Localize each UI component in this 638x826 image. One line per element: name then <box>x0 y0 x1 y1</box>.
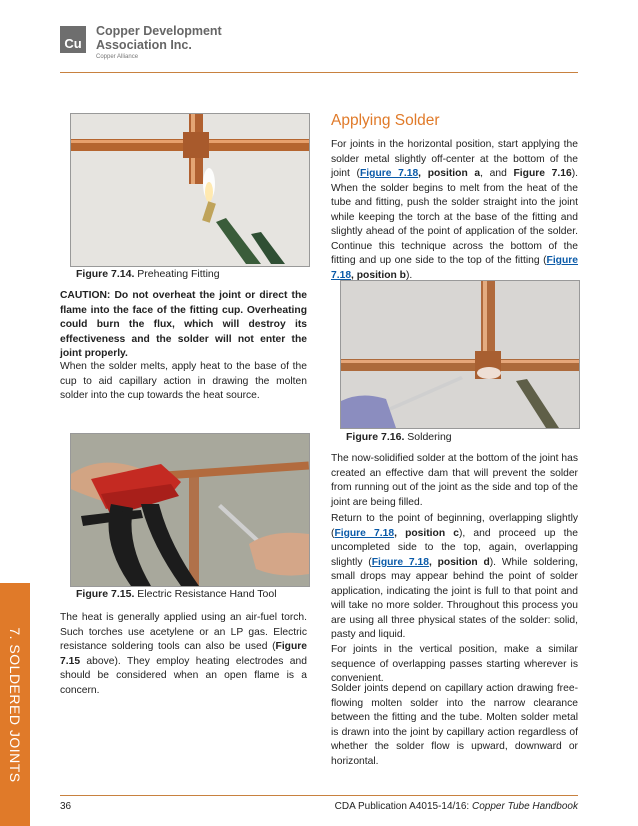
caution-text: CAUTION: Do not overheat the joint or direct the flame into the face of the fitting cup. Overheating could burn the flux, which will destroy its effectiveness and the solder will not enter the joint properly. <box>60 290 307 359</box>
page-number: 36 <box>60 801 72 812</box>
right-p3-text-a: Return to the point of beginning, overlapping slightly ( <box>331 513 578 539</box>
figure-7-14-label: Figure 7.14. <box>76 268 135 280</box>
figure-7-15-title: Electric Resistance Hand Tool <box>137 588 277 600</box>
section-heading: Applying Solder <box>331 112 440 129</box>
figure-7-15-caption <box>76 588 277 600</box>
right-paragraph-4: For joints in the vertical position, make a similar sequence of overlapping passes starting wherever is convenient. <box>331 644 578 684</box>
right-paragraph-1 <box>331 138 578 283</box>
figure-7-16-title: Soldering <box>407 431 452 443</box>
right-p3-text-b: ), and proceed up the uncompleted side to the top, again, overlapping slightly ( <box>331 527 578 568</box>
org-name-line1: Copper Development <box>96 24 222 38</box>
org-tagline: Copper Alliance <box>96 54 139 60</box>
chapter-side-tab-label: 7. SOLDERED JOINTS <box>7 626 23 783</box>
caution-paragraph <box>60 289 307 362</box>
right-p3-text-c: ). While soldering, small drops may appear behind the point of solder application, indicating the joint is full to that point and will take no more solder. Throughout this process you are using all three physical states of the solder: solid, pasty and liquid. <box>331 556 578 640</box>
right-p3-pos-d: , position d <box>428 556 490 568</box>
left-p2-figure-ref: Figure 7.15 <box>60 641 307 667</box>
footer-publication-id: CDA Publication A4015-14/16: <box>334 801 472 812</box>
footer-publication-title: Copper Tube Handbook <box>472 801 578 812</box>
figure-7-16-caption <box>346 431 452 443</box>
right-p1-text-a: For joints in the horizontal position, start applying the solder metal slightly off-center at the bottom of the joint ( <box>331 139 578 179</box>
figure-7-18-link[interactable]: Figure 7.18 <box>334 527 395 539</box>
left-paragraph-2 <box>60 611 307 698</box>
left-p2-text-a: The heat is generally applied using an air-fuel torch. Such torches use acetylene or an LP gas. Electric resistance soldering tools can also be used ( <box>60 612 307 652</box>
cda-logo <box>60 26 86 53</box>
right-paragraph-5: Solder joints depend on capillary action drawing free-flowing molten solder into the narrow clearance between the fitting and the tube. Molten solder metal is drawn into the joint by capillary action regardless of whether the solder flow is upward, downward or horizontal. <box>331 683 578 767</box>
right-p1-pos-a: , position a <box>418 168 481 179</box>
right-paragraph-2: The now-solidified solder at the bottom of the joint has created an effective dam that will prevent the solder from running out of the joint as the side and top of the joint are being filled. <box>331 453 578 508</box>
header-divider <box>60 72 578 73</box>
right-p3-pos-c: , position c <box>394 527 459 539</box>
footer-publication <box>335 801 578 812</box>
right-paragraph-3 <box>331 512 578 643</box>
org-name <box>96 24 296 52</box>
figure-7-16-photo <box>340 280 580 429</box>
right-p1-text-c: ). When the solder begins to melt from the heat of the tube and fitting, push the solder straight into the joint while keeping the torch at the base of the fitting and slightly ahead of the point of application of the solder. Continue this technique across the bottom of the fitting and up one side to the top of the fitting ( <box>331 168 578 266</box>
right-p1-pos-b: , position b <box>351 269 406 281</box>
figure-7-15-label: Figure 7.15. <box>76 588 135 600</box>
logo-text: Cu <box>64 36 82 51</box>
figure-7-14-photo <box>70 113 310 267</box>
figure-7-14-title: Preheating Fitting <box>137 268 220 280</box>
figure-7-18-link[interactable]: Figure 7.18 <box>371 556 429 568</box>
org-name-line2: Association Inc. <box>96 38 192 52</box>
figure-7-16-label: Figure 7.16. <box>346 431 405 443</box>
footer-divider <box>60 795 578 796</box>
figure-7-18-link[interactable]: Figure 7.18 <box>360 168 419 179</box>
chapter-side-tab <box>0 583 30 826</box>
figure-7-18-link[interactable]: Figure 7.18 <box>331 255 578 281</box>
left-p2-text-b: above). They employ heating electrodes and should be considered when an open flame is a concern. <box>60 655 307 696</box>
right-p1-text-b: , and <box>480 168 514 179</box>
figure-7-15-photo <box>70 433 310 587</box>
right-p1-fig16-ref: Figure 7.16 <box>513 168 572 179</box>
left-paragraph-1: When the solder melts, apply heat to the base of the cup to aid capillary action in drawing the molten solder into the cup towards the heat source. <box>60 361 307 401</box>
right-p1-text-d: ). <box>405 269 413 281</box>
figure-7-14-caption <box>76 268 220 280</box>
